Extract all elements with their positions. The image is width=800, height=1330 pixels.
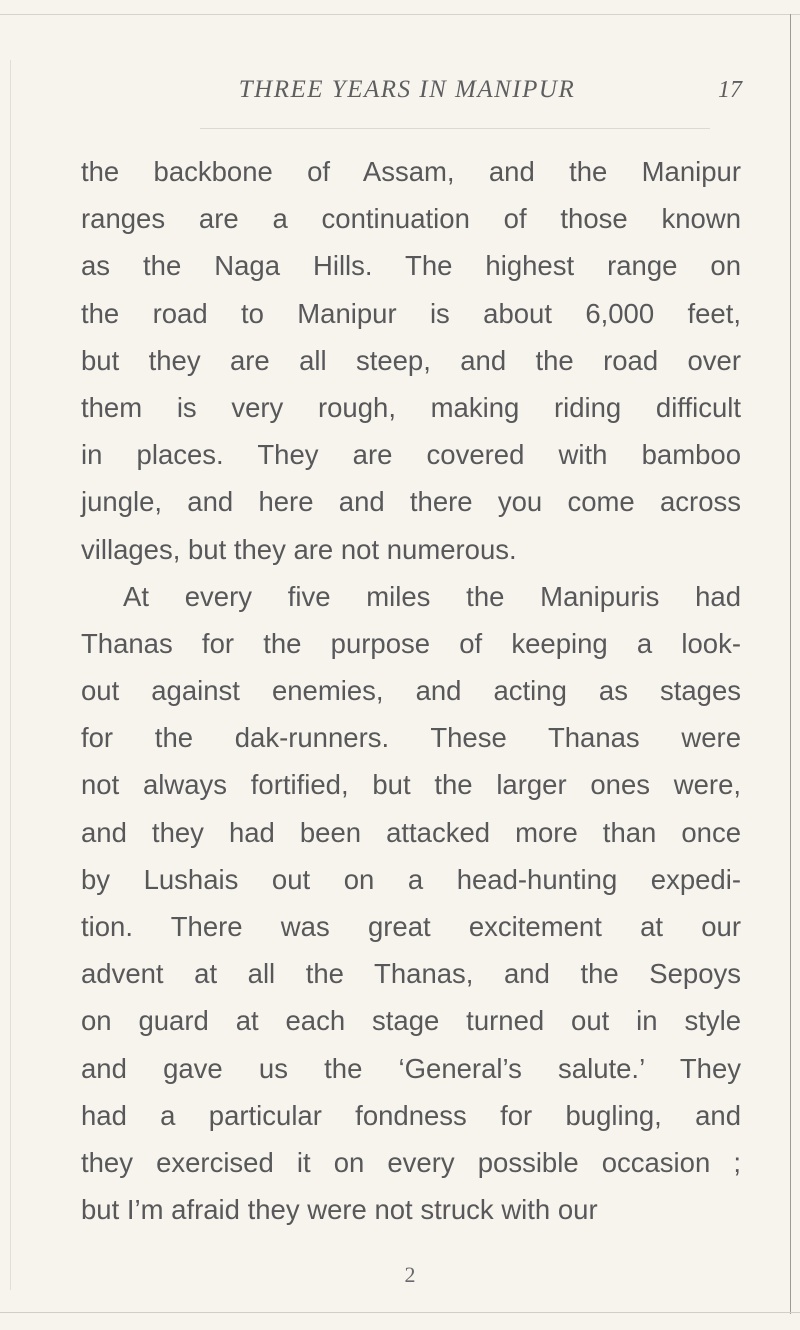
text-line: but they are all steep, and the road over bbox=[81, 344, 741, 376]
page-number: 17 bbox=[718, 77, 742, 103]
text-line: out against enemies, and acting as stages bbox=[81, 675, 741, 707]
text-line: had a particular fondness for bugling, and bbox=[81, 1099, 741, 1131]
text-line: for the dak-runners. These Thanas were bbox=[81, 722, 741, 754]
text-line: not always fortified, but the larger ones were, bbox=[81, 769, 741, 801]
scan-edge-bottom bbox=[0, 1312, 800, 1313]
text-line: At every five miles the Manipuris had bbox=[123, 580, 741, 612]
text-line: villages, but they are not numerous. bbox=[81, 533, 517, 565]
text-line: by Lushais out on a head-hunting expedi- bbox=[81, 863, 741, 895]
body-text bbox=[81, 148, 741, 1233]
text-line: them is very rough, making riding difficult bbox=[81, 391, 741, 423]
text-line: Thanas for the purpose of keeping a look- bbox=[81, 627, 741, 659]
running-head bbox=[60, 76, 740, 110]
text-line: the backbone of Assam, and the Manipur bbox=[81, 156, 741, 187]
text-line: advent at all the Thanas, and the Sepoys bbox=[81, 958, 741, 990]
scan-edge-left bbox=[10, 60, 11, 1290]
text-line: but I’m afraid they were not struck with our bbox=[81, 1194, 598, 1226]
text-line: jungle, and here and there you come across bbox=[81, 486, 741, 518]
scan-edge-right bbox=[790, 14, 791, 1314]
text-line: on guard at each stage turned out in style bbox=[81, 1005, 741, 1037]
text-line: they exercised it on every possible occasion ; bbox=[81, 1146, 741, 1178]
text-line: and they had been attacked more than once bbox=[81, 816, 741, 848]
text-line: ranges are a continuation of those known bbox=[81, 203, 741, 235]
running-head-title: THREE YEARS IN MANIPUR bbox=[238, 76, 576, 103]
scan-edge-top bbox=[0, 14, 800, 15]
text-line: as the Naga Hills. The highest range on bbox=[81, 250, 741, 282]
text-line: tion. There was great excitement at our bbox=[81, 911, 741, 942]
header-rule bbox=[200, 128, 710, 129]
signature-mark: 2 bbox=[404, 1262, 416, 1287]
text-line: and gave us the ‘General’s salute.’ They bbox=[81, 1052, 741, 1084]
text-line: the road to Manipur is about 6,000 feet, bbox=[81, 297, 741, 329]
text-line: in places. They are covered with bamboo bbox=[81, 439, 741, 471]
